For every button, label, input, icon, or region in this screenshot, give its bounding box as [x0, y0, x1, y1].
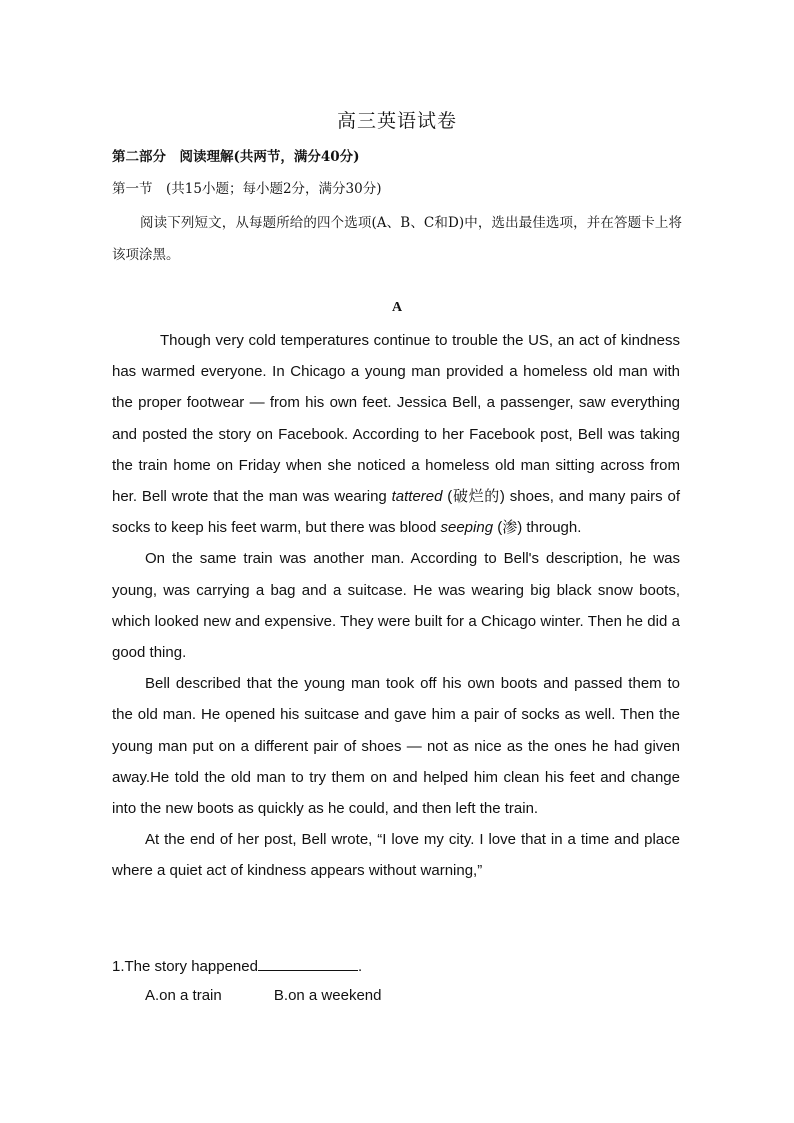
question-1 — [112, 956, 362, 975]
paragraph-1-text-a: Though very cold temperatures continue to trouble the US, an act of kindness has warmed everyone. In Chicago a young man provided a homeless old man with the proper footwear — from his own feet. Jessica Bell, a passenger, saw everything and posted the story on Facebook. According to her Facebook post, Bell was taking the train home on Friday when she noticed a homeless old man sitting across from her. Bell wrote that the man was wearing — [112, 332, 680, 506]
paragraph-1-text-b: (破烂的) shoes, and many pairs of socks to keep his feet warm, but there was blood — [112, 488, 680, 537]
word-tattered: tattered — [391, 488, 443, 506]
section-heading: 第一节 (共15小题；每小题2分，满分30分) — [112, 181, 382, 197]
part-heading: 第二部分 阅读理解(共两节，满分40分) — [112, 149, 360, 165]
passage-body — [112, 325, 680, 887]
option-b: B.on a weekend — [273, 987, 382, 1004]
option-a: A.on a train — [145, 987, 222, 1004]
question-1-options — [145, 987, 429, 1004]
paragraph-1 — [112, 325, 680, 543]
instruction-text: 阅读下列短文，从每题所给的四个选项(A、B、C和D)中，选出最佳选项，并在答题卡上将该项涂黑。 — [112, 215, 682, 263]
paragraph-4: At the end of her post, Bell wrote, “I love my city. I love that in a time and place where a quiet act of kindness appears without warning,” — [112, 831, 680, 880]
question-1-stem: 1.The story happened — [112, 958, 258, 975]
answer-blank — [258, 956, 358, 971]
question-1-end: . — [357, 958, 363, 975]
paragraph-2: On the same train was another man. According to Bell's description, he was young, was carrying a bag and a suitcase. He was wearing big black snow boots, which looked new and expensive. They were built for a Chicago winter. Then he did a good thing. — [112, 550, 680, 662]
page-title: 高三英语试卷 — [336, 110, 457, 132]
paragraph-3: Bell described that the young man took off his own boots and passed them to the old man. He opened his suitcase and gave him a pair of socks as well. Then the young man put on a different pair of shoes — not as nice as the ones he had given away.He told the old man to try them on and helped him clean his feet and change into the new boots as quickly as he could, and then left the train. — [112, 675, 680, 818]
paragraph-1-text-c: (渗) through. — [493, 519, 582, 537]
word-seeping: seeping — [440, 519, 494, 537]
passage-label: A — [391, 300, 403, 315]
